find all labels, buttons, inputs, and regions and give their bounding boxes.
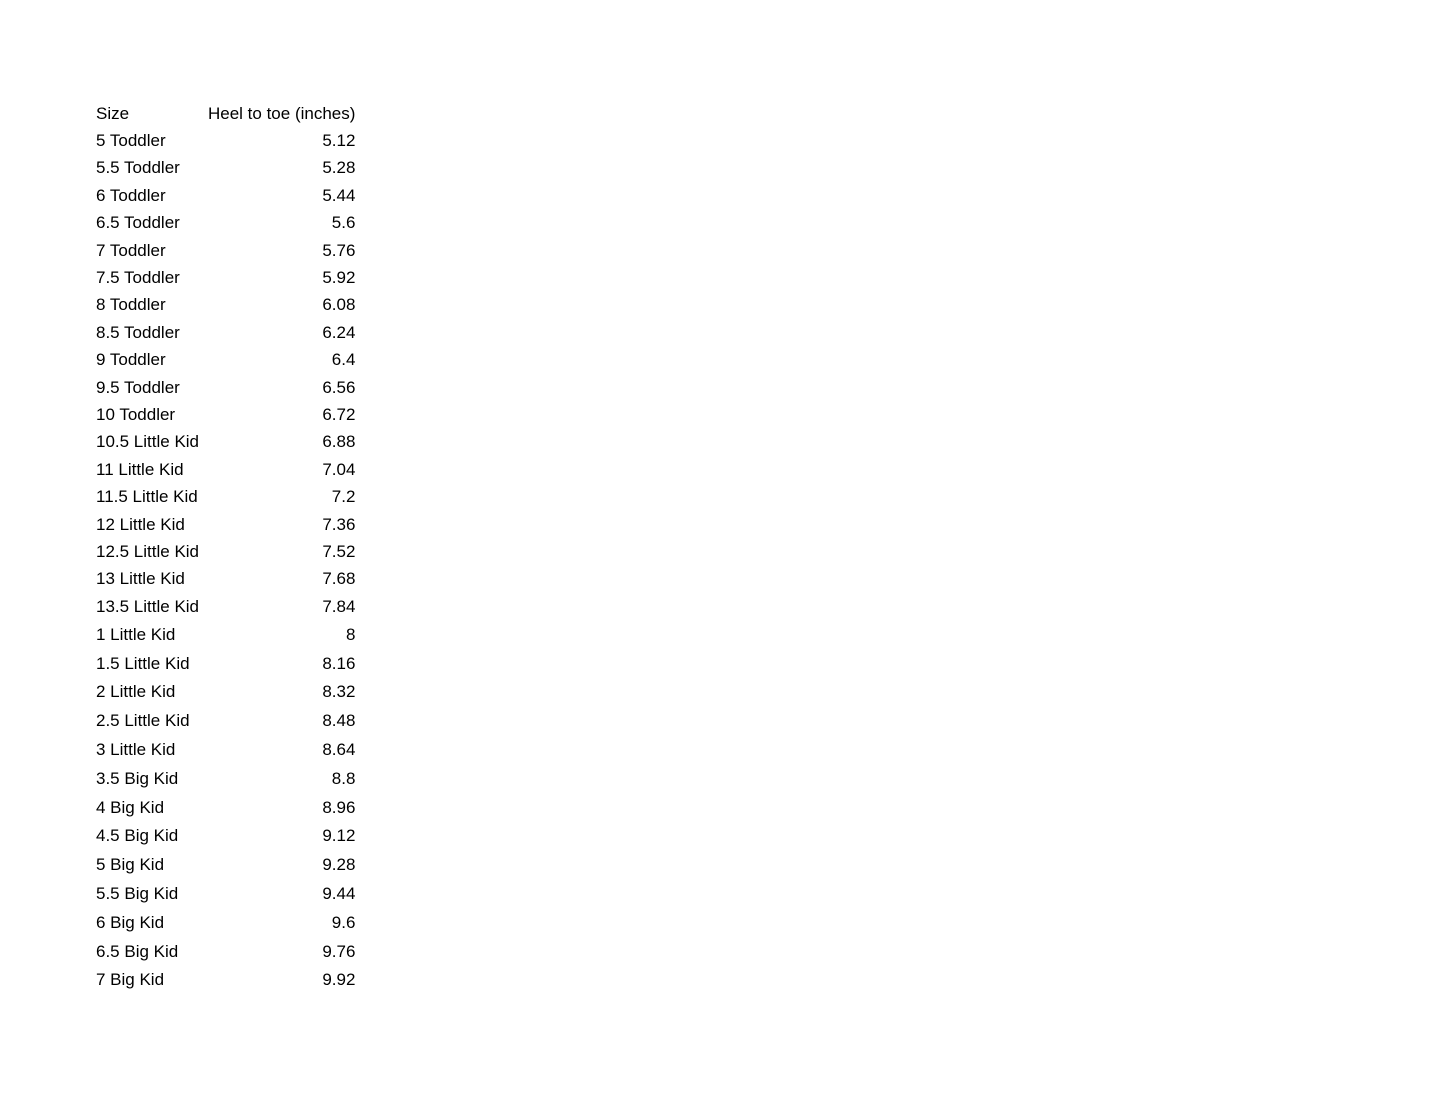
size-cell: 7.5 Toddler	[96, 268, 180, 288]
table-row	[96, 649, 355, 678]
table-row	[96, 182, 355, 209]
size-column-header: Size	[96, 103, 130, 123]
size-cell: 13 Little Kid	[96, 569, 185, 589]
heel-to-toe-cell: 9.28	[322, 855, 356, 875]
table-row	[96, 511, 355, 538]
size-cell: 11 Little Kid	[96, 459, 184, 479]
heel-to-toe-cell: 5.44	[322, 185, 356, 205]
size-cell: 9 Toddler	[96, 350, 166, 370]
size-cell: 11.5 Little Kid	[96, 487, 198, 507]
table-body	[96, 127, 355, 994]
heel-to-toe-cell: 9.12	[322, 826, 356, 846]
size-cell: 2 Little Kid	[96, 682, 176, 702]
table-row	[96, 593, 355, 620]
table-row	[96, 483, 355, 510]
heel-to-toe-cell: 8.96	[322, 797, 356, 817]
size-cell: 8.5 Toddler	[96, 322, 180, 342]
heel-to-toe-cell: 8.64	[322, 740, 356, 759]
size-cell: 2.5 Little Kid	[96, 711, 190, 731]
table-row	[96, 538, 355, 565]
size-cell: 5 Toddler	[96, 131, 166, 151]
heel-to-toe-cell: 5.28	[322, 158, 356, 178]
heel-to-toe-cell: 9.44	[322, 883, 356, 903]
heel-to-toe-cell: 5.76	[322, 240, 356, 260]
size-cell: 3 Little Kid	[96, 740, 176, 759]
table-row	[96, 707, 355, 736]
size-cell: 6 Toddler	[96, 185, 166, 205]
heel-to-toe-cell: 6.88	[322, 432, 356, 452]
size-cell: 12 Little Kid	[96, 514, 185, 534]
heel-to-toe-cell: 8	[345, 624, 356, 644]
table-row	[96, 264, 355, 291]
table-row	[96, 319, 355, 346]
heel-to-toe-cell: 6.4	[331, 350, 356, 370]
table-row	[96, 764, 355, 793]
table-row	[96, 880, 355, 909]
table-row	[96, 210, 355, 237]
size-cell: 13.5 Little Kid	[96, 596, 200, 616]
heel-to-toe-cell: 8.16	[322, 653, 356, 673]
heel-to-toe-cell: 7.68	[322, 569, 356, 589]
table-row	[96, 678, 355, 707]
heel-to-toe-cell: 7.36	[322, 514, 356, 534]
table-row	[96, 966, 355, 995]
size-cell: 7 Toddler	[96, 240, 166, 260]
heel-to-toe-cell: 7.2	[331, 487, 356, 507]
heel-to-toe-cell: 6.72	[322, 404, 356, 424]
size-cell: 7 Big Kid	[96, 970, 165, 990]
heel-to-toe-cell: 6.24	[322, 322, 356, 342]
table-row	[96, 937, 355, 966]
size-cell: 4.5 Big Kid	[96, 826, 179, 846]
heel-to-toe-cell: 6.56	[322, 377, 356, 397]
header-row	[96, 100, 355, 127]
size-cell: 8 Toddler	[96, 295, 166, 315]
table-row	[96, 736, 355, 765]
size-cell: 9.5 Toddler	[96, 377, 180, 397]
table-row	[96, 237, 355, 264]
table-row	[96, 456, 355, 483]
table-row	[96, 851, 355, 880]
heel-to-toe-cell: 6.08	[322, 295, 356, 315]
heel-to-toe-cell: 9.76	[322, 941, 356, 961]
size-cell: 5 Big Kid	[96, 855, 165, 875]
size-cell: 6 Big Kid	[96, 912, 165, 932]
spreadsheet-page	[96, 100, 355, 995]
table-row	[96, 401, 355, 428]
size-cell: 4 Big Kid	[96, 797, 165, 817]
size-cell: 6.5 Toddler	[96, 213, 180, 233]
table-row	[96, 347, 355, 374]
heel-to-toe-cell: 9.92	[322, 970, 356, 990]
shoe-size-table	[96, 100, 355, 995]
heel-to-toe-cell: 7.52	[322, 541, 356, 561]
heel-to-toe-cell: 5.6	[331, 213, 356, 233]
table-row	[96, 793, 355, 822]
table-row	[96, 127, 355, 154]
table-row	[96, 620, 355, 649]
size-cell: 1 Little Kid	[96, 624, 176, 644]
length-column-header: Heel to toe (inches)	[208, 103, 356, 123]
table-row	[96, 374, 355, 401]
size-cell: 10.5 Little Kid	[96, 432, 200, 452]
table-row	[96, 908, 355, 937]
size-cell: 6.5 Big Kid	[96, 941, 179, 961]
size-cell: 5.5 Big Kid	[96, 883, 179, 903]
heel-to-toe-cell: 8.8	[331, 768, 356, 788]
size-cell: 12.5 Little Kid	[96, 541, 200, 561]
heel-to-toe-cell: 7.04	[322, 459, 356, 479]
heel-to-toe-cell: 9.6	[331, 912, 356, 932]
size-cell: 3.5 Big Kid	[96, 768, 179, 788]
table-row	[96, 822, 355, 851]
heel-to-toe-cell: 7.84	[322, 596, 356, 616]
heel-to-toe-cell: 8.48	[322, 711, 356, 731]
size-cell: 5.5 Toddler	[96, 158, 180, 178]
table-row	[96, 566, 355, 593]
size-cell: 10 Toddler	[96, 404, 176, 424]
heel-to-toe-cell: 5.92	[322, 268, 356, 288]
table-row	[96, 292, 355, 319]
size-cell: 1.5 Little Kid	[96, 653, 190, 673]
table-row	[96, 155, 355, 182]
table-row	[96, 429, 355, 456]
heel-to-toe-cell: 5.12	[322, 131, 356, 151]
heel-to-toe-cell: 8.32	[322, 682, 356, 702]
